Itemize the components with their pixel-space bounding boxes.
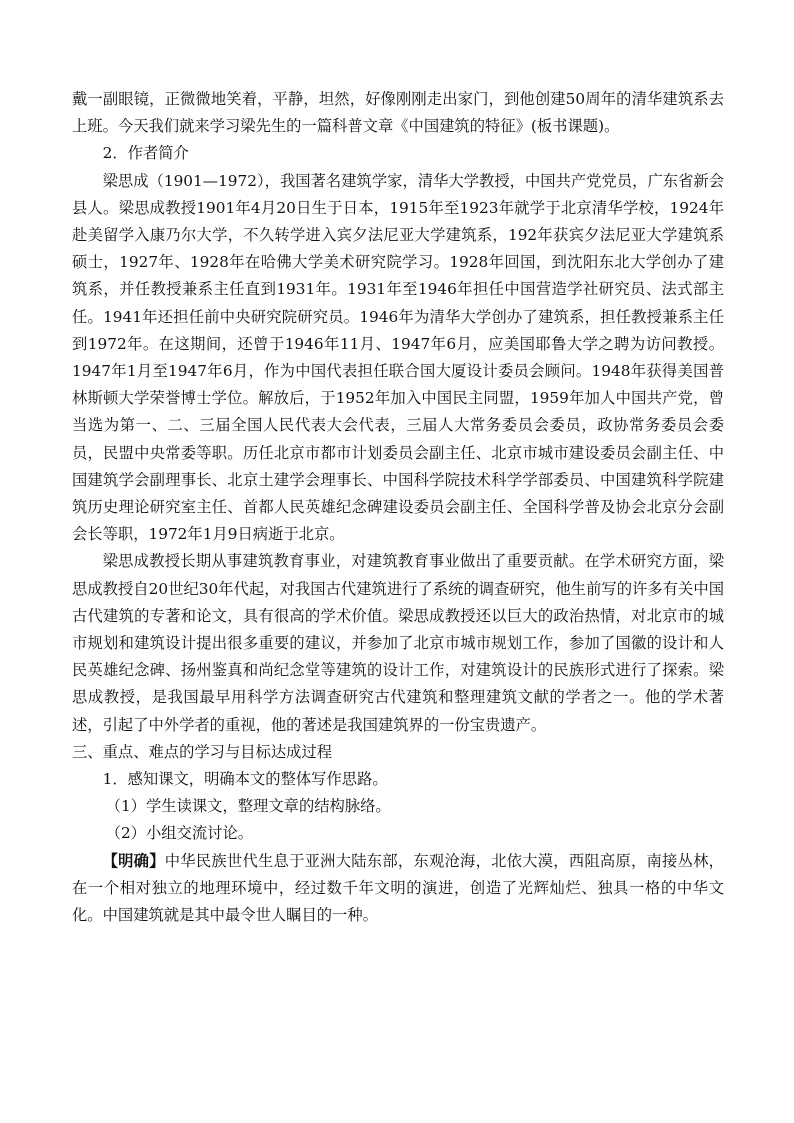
clarification-label: 【明确】 [102,851,165,870]
paragraph-contributions: 梁思成教授长期从事建筑教育事业，对建筑教育事业做出了重要贡献。在学术研究方面，梁思成教授自20世纪30年代起，对我国古代建筑进行了系统的调查研究，他生前写的许多有关中国古代建筑的专著和论文，具有很高的学术价值。梁思成教授还以巨大的政治热情，对北京市的城市规划和建筑设计提出很多重要的建议，并参加了北京市城市规划工作，参加了国徽的设计和人民英雄纪念碑、扬州鉴真和尚纪念堂等建筑的设计工作，对建筑设计的民族形式进行了探索。梁思成教授，是我国最早用科学方法调查研究古代建筑和整理建筑文献的学者之一。他的学术著述，引起了中外学者的重视，他的著述是我国建筑界的一份宝贵遗产。 [72,552,724,734]
section-heading-key-points: 三、重点、难点的学习与目标达成过程 [72,742,333,761]
list-item-step-1: 1．感知课文，明确本文的整体写作思路。 [102,770,388,789]
paragraph-biography: 梁思成（1901—1972），我国著名建筑学家，清华大学教授，中国共产党党员，广东省新会县人。梁思成教授1901年4月20日生于日本，1915年至1923年就学于北京清华学校，1924年赴美留学入康乃尔大学，不久转学进入宾夕法尼亚大学建筑系，192年获宾夕法尼亚大学建筑系硕士，1927年、1928年在哈佛大学美术研究院学习。1928年回国，到沈阳东北大学创办了建筑系，并任教授兼系主任直到1931年。1931年至1946年担任中国营造学社研究员、法式部主任。1941年还担任前中央研究院研究员。1946年为清华大学创办了建筑系，担任教授兼系主任到1972年。在这期间，还曾于1946年11月、1947年6月，应美国耶鲁大学之聘为访问教授。1947年1月至1947年6月，作为中国代表担任联合国大厦设计委员会顾问。1948年获得美国普林斯顿大学荣誉博士学位。解放后，于1952年加入中国民主同盟，1959年加人中国共产党，曾当选为第一、二、三届全国人民代表大会代表，三届人大常务委员会委员，政协常务委员会委员，民盟中央常委等职。历任北京市都市计划委员会副主任、北京市城市建设委员会副主任、中国建筑学会副理事长、北京土建学会理事长、中国科学院技术科学学部委员、中国建筑科学院建筑历史理论研究室主任、首都人民英雄纪念碑建设委员会副主任、全国科学普及协会北京分会副会长等职，1972年1月9日病逝于北京。 [72,171,724,544]
list-subitem-1: （1）学生读课文，整理文章的结构脉络。 [105,797,391,816]
document-page [72,86,724,929]
clarification-text: 中华民族世代生息于亚洲大陆东部，东观沧海，北依大漠，西阻高原，南接丛林，在一个相对独立的地理环境中，经过数千年文明的演进，创造了光辉灿烂、独具一格的中华文化。中国建筑就是其中最令世人瞩目的一种。 [72,851,724,925]
section-heading-author: 2．作者简介 [102,144,189,163]
list-subitem-2: （2）小组交流讨论。 [105,824,254,843]
paragraph-intro: 戴一副眼镜，正微微地笑着，平静，坦然，好像刚刚走出家门，到他创建50周年的清华建筑系去上班。今天我们就来学习梁先生的一篇科普文章《中国建筑的特征》(板书课题)。 [72,90,724,136]
paragraph-clarification [72,848,724,930]
